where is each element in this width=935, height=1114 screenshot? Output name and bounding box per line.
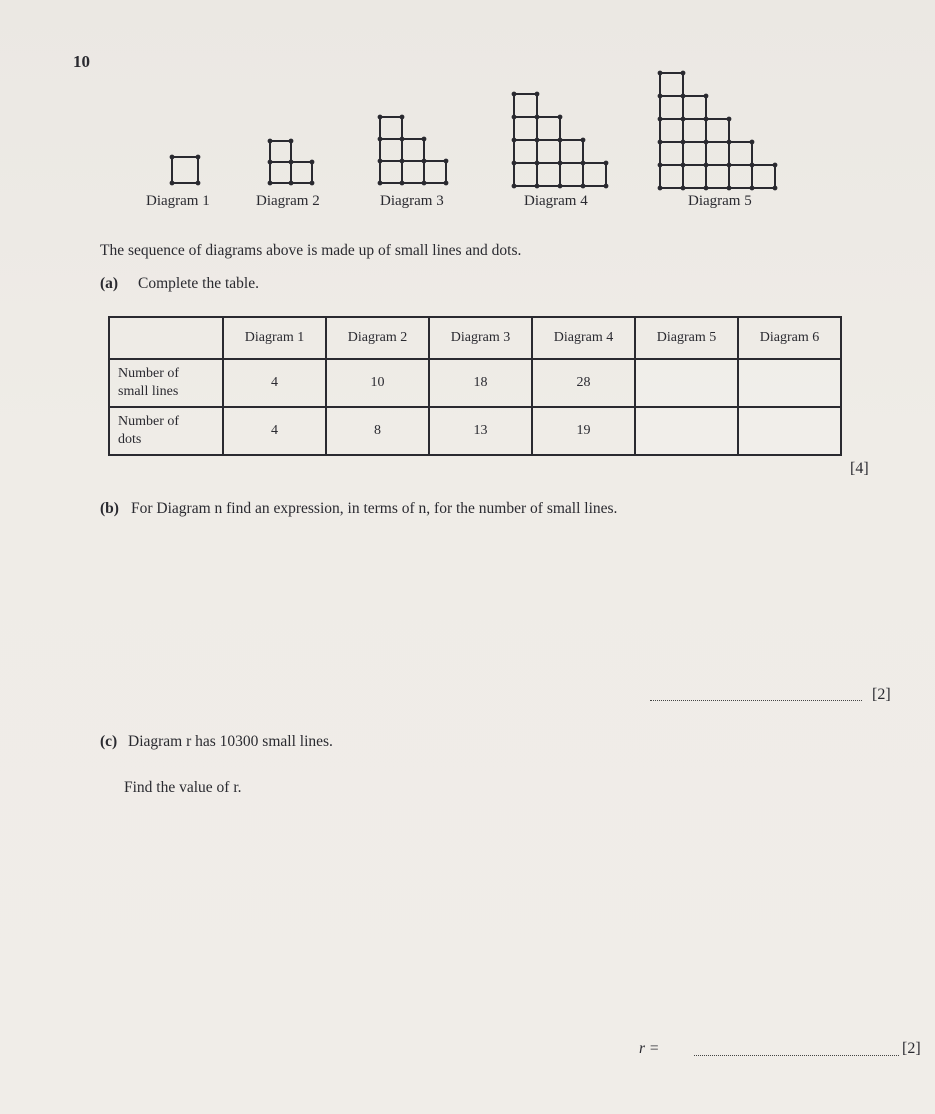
row-label-dots: Number of dots bbox=[109, 407, 223, 455]
table-cell: 8 bbox=[326, 407, 429, 455]
dot bbox=[378, 159, 383, 164]
dot bbox=[289, 160, 294, 165]
dot bbox=[289, 139, 294, 144]
dot bbox=[535, 92, 540, 97]
dot bbox=[512, 92, 517, 97]
dot bbox=[773, 186, 778, 191]
dot bbox=[681, 186, 686, 191]
part-a-marks: [4] bbox=[850, 460, 869, 477]
dot bbox=[512, 161, 517, 166]
part-c-answer-line[interactable] bbox=[694, 1055, 899, 1056]
table-header-cell: Diagram 3 bbox=[429, 317, 532, 359]
answer-cell-dots-5[interactable] bbox=[635, 407, 738, 455]
part-b-text: For Diagram n find an expression, in terms of n, for the number of small lines. bbox=[131, 500, 618, 517]
dot bbox=[727, 186, 732, 191]
table-header-cell: Diagram 5 bbox=[635, 317, 738, 359]
dot bbox=[400, 137, 405, 142]
part-c-text: Diagram r has 10300 small lines. bbox=[128, 733, 333, 750]
dot bbox=[581, 161, 586, 166]
part-b-marks: [2] bbox=[872, 686, 891, 703]
dot bbox=[681, 94, 686, 99]
dot bbox=[750, 163, 755, 168]
diagram-5 bbox=[658, 71, 778, 191]
dot bbox=[310, 181, 315, 186]
dot bbox=[581, 138, 586, 143]
dot bbox=[704, 94, 709, 99]
table-corner-cell bbox=[109, 317, 223, 359]
dot bbox=[604, 184, 609, 189]
dot bbox=[535, 138, 540, 143]
dot bbox=[773, 163, 778, 168]
part-c-marks: [2] bbox=[902, 1040, 921, 1057]
table-cell: 10 bbox=[326, 359, 429, 407]
dot bbox=[512, 138, 517, 143]
dot bbox=[558, 138, 563, 143]
dot bbox=[444, 181, 449, 186]
dot bbox=[704, 163, 709, 168]
dot bbox=[704, 186, 709, 191]
dot bbox=[196, 155, 201, 160]
part-c-label: (c) bbox=[100, 733, 118, 750]
dot bbox=[535, 115, 540, 120]
r-answer-label: r = bbox=[639, 1040, 660, 1057]
dot bbox=[681, 71, 686, 76]
dot bbox=[268, 139, 273, 144]
dot bbox=[535, 184, 540, 189]
dot bbox=[378, 115, 383, 120]
dot bbox=[444, 159, 449, 164]
diagram-3 bbox=[378, 115, 449, 186]
table-header-row bbox=[109, 317, 841, 359]
dot bbox=[558, 115, 563, 120]
table-cell: 13 bbox=[429, 407, 532, 455]
dot bbox=[400, 115, 405, 120]
sequence-table bbox=[108, 316, 842, 456]
table-cell: 4 bbox=[223, 359, 326, 407]
part-a-label: (a) bbox=[100, 275, 119, 292]
dot bbox=[681, 140, 686, 145]
table-row-small-lines bbox=[109, 359, 841, 407]
table-header-cell: Diagram 1 bbox=[223, 317, 326, 359]
diagram-label-1: Diagram 1 bbox=[146, 193, 210, 209]
diagram-label-3: Diagram 3 bbox=[380, 193, 444, 209]
dot bbox=[558, 184, 563, 189]
dot bbox=[658, 163, 663, 168]
part-b-answer-line[interactable] bbox=[650, 700, 862, 701]
dot bbox=[704, 140, 709, 145]
dot bbox=[750, 140, 755, 145]
dot bbox=[400, 159, 405, 164]
table-cell: 18 bbox=[429, 359, 532, 407]
dot bbox=[378, 181, 383, 186]
dot bbox=[268, 181, 273, 186]
table-row-dots bbox=[109, 407, 841, 455]
answer-cell-lines-5[interactable] bbox=[635, 359, 738, 407]
dot bbox=[310, 160, 315, 165]
dot bbox=[378, 137, 383, 142]
dot bbox=[658, 94, 663, 99]
dot bbox=[581, 184, 586, 189]
dot bbox=[750, 186, 755, 191]
table-cell: 4 bbox=[223, 407, 326, 455]
dot bbox=[604, 161, 609, 166]
dot bbox=[170, 155, 175, 160]
table-cell: 19 bbox=[532, 407, 635, 455]
diagram-label-5: Diagram 5 bbox=[688, 193, 752, 209]
diagram-2 bbox=[268, 139, 315, 186]
diagram-label-4: Diagram 4 bbox=[524, 193, 588, 209]
dot bbox=[681, 117, 686, 122]
table-header-cell: Diagram 2 bbox=[326, 317, 429, 359]
dot bbox=[196, 181, 201, 186]
dot bbox=[658, 186, 663, 191]
question-number: 10 bbox=[73, 52, 90, 71]
diagram-1 bbox=[170, 155, 201, 186]
diagram-sequence bbox=[0, 0, 935, 200]
dot bbox=[422, 159, 427, 164]
dot bbox=[704, 117, 709, 122]
part-c-text2: Find the value of r. bbox=[124, 779, 242, 796]
dot bbox=[422, 137, 427, 142]
diagram-label-2: Diagram 2 bbox=[256, 193, 320, 209]
dot bbox=[681, 163, 686, 168]
dot bbox=[558, 161, 563, 166]
dot bbox=[658, 71, 663, 76]
dot bbox=[289, 181, 294, 186]
part-a-text: Complete the table. bbox=[138, 275, 259, 292]
dot bbox=[512, 184, 517, 189]
dot bbox=[727, 163, 732, 168]
dot bbox=[400, 181, 405, 186]
dot bbox=[658, 117, 663, 122]
dot bbox=[727, 117, 732, 122]
dot bbox=[170, 181, 175, 186]
dot bbox=[658, 140, 663, 145]
dot bbox=[727, 140, 732, 145]
table-header-cell: Diagram 6 bbox=[738, 317, 841, 359]
intro-text: The sequence of diagrams above is made up of small lines and dots. bbox=[100, 242, 522, 259]
table-cell: 28 bbox=[532, 359, 635, 407]
dot bbox=[535, 161, 540, 166]
dot bbox=[268, 160, 273, 165]
answer-cell-lines-6[interactable] bbox=[738, 359, 841, 407]
dot bbox=[512, 115, 517, 120]
dot bbox=[422, 181, 427, 186]
part-b-label: (b) bbox=[100, 500, 119, 517]
answer-cell-dots-6[interactable] bbox=[738, 407, 841, 455]
row-label-small-lines: Number of small lines bbox=[109, 359, 223, 407]
diagram-4 bbox=[512, 92, 609, 189]
table-header-cell: Diagram 4 bbox=[532, 317, 635, 359]
